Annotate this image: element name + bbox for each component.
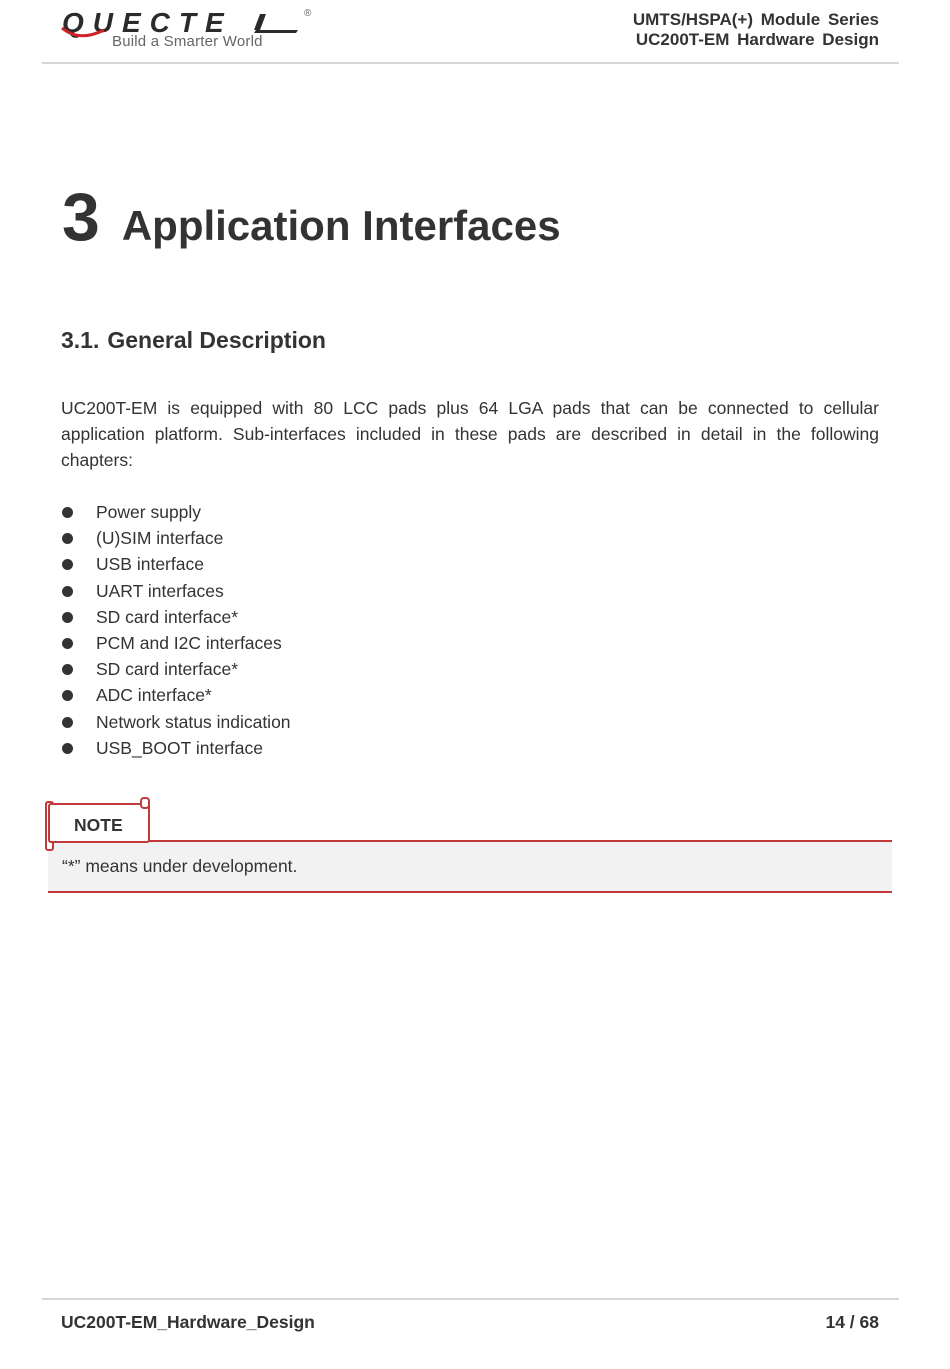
footer-divider	[42, 1298, 899, 1300]
list-item-text: UART interfaces	[96, 580, 224, 601]
note-text: “*” means under development.	[62, 856, 298, 876]
list-item	[61, 709, 291, 735]
list-item-text: USB interface	[96, 554, 204, 575]
list-item	[61, 551, 291, 577]
interface-list	[61, 499, 291, 761]
quectel-logo	[60, 8, 320, 54]
registered-mark: ®	[304, 8, 312, 19]
list-item-text: USB_BOOT interface	[96, 737, 263, 758]
scroll-curl-right-icon	[140, 797, 150, 809]
section-heading	[61, 327, 326, 354]
list-item-text: SD card interface*	[96, 606, 239, 627]
list-item-text: Network status indication	[96, 711, 291, 732]
section-number: 3.1.	[61, 327, 100, 353]
bullet-icon	[62, 507, 73, 518]
footer-page-number: 14 / 68	[825, 1312, 879, 1332]
svg-text:QUECTE: QUECTE	[62, 8, 233, 38]
section-title: General Description	[107, 327, 326, 353]
bullet-icon	[62, 664, 73, 675]
list-item-text: SD card interface*	[96, 659, 239, 680]
note-body	[48, 840, 892, 893]
list-item	[61, 604, 291, 630]
chapter-number: 3	[62, 179, 100, 255]
list-item	[61, 656, 291, 682]
list-item-text: PCM and I2C interfaces	[96, 632, 282, 653]
footer-doc-name: UC200T-EM_Hardware_Design	[61, 1312, 315, 1332]
bullet-icon	[62, 690, 73, 701]
bullet-icon	[62, 612, 73, 623]
chapter-heading	[62, 178, 561, 258]
list-item	[61, 735, 291, 761]
list-item	[61, 682, 291, 708]
bullet-icon	[62, 717, 73, 728]
bullet-icon	[62, 638, 73, 649]
note-callout	[46, 797, 893, 893]
list-item-text: ADC interface*	[96, 685, 212, 706]
list-item-text: (U)SIM interface	[96, 528, 224, 549]
bullet-icon	[62, 559, 73, 570]
logo-tagline: Build a Smarter World	[112, 33, 263, 50]
bullet-icon	[62, 743, 73, 754]
list-item	[61, 630, 291, 656]
list-item	[61, 578, 291, 604]
list-item	[61, 525, 291, 551]
header-doc-title: UC200T-EM Hardware Design	[635, 30, 879, 49]
chapter-title: Application Interfaces	[121, 202, 561, 249]
list-item	[61, 499, 291, 525]
bullet-icon	[62, 533, 73, 544]
note-label: NOTE	[74, 815, 123, 835]
header-series: UMTS/HSPA(+) Module Series	[632, 10, 879, 29]
list-item-text: Power supply	[96, 502, 202, 522]
intro-paragraph: UC200T-EM is equipped with 80 LCC pads plus 64 LGA pads that can be connected to cellular application platform. Sub-interfaces included in these pads are described in detail in the following chapters:	[61, 398, 879, 470]
bullet-icon	[62, 586, 73, 597]
page-header	[42, 0, 899, 64]
header-title-block	[633, 10, 879, 50]
